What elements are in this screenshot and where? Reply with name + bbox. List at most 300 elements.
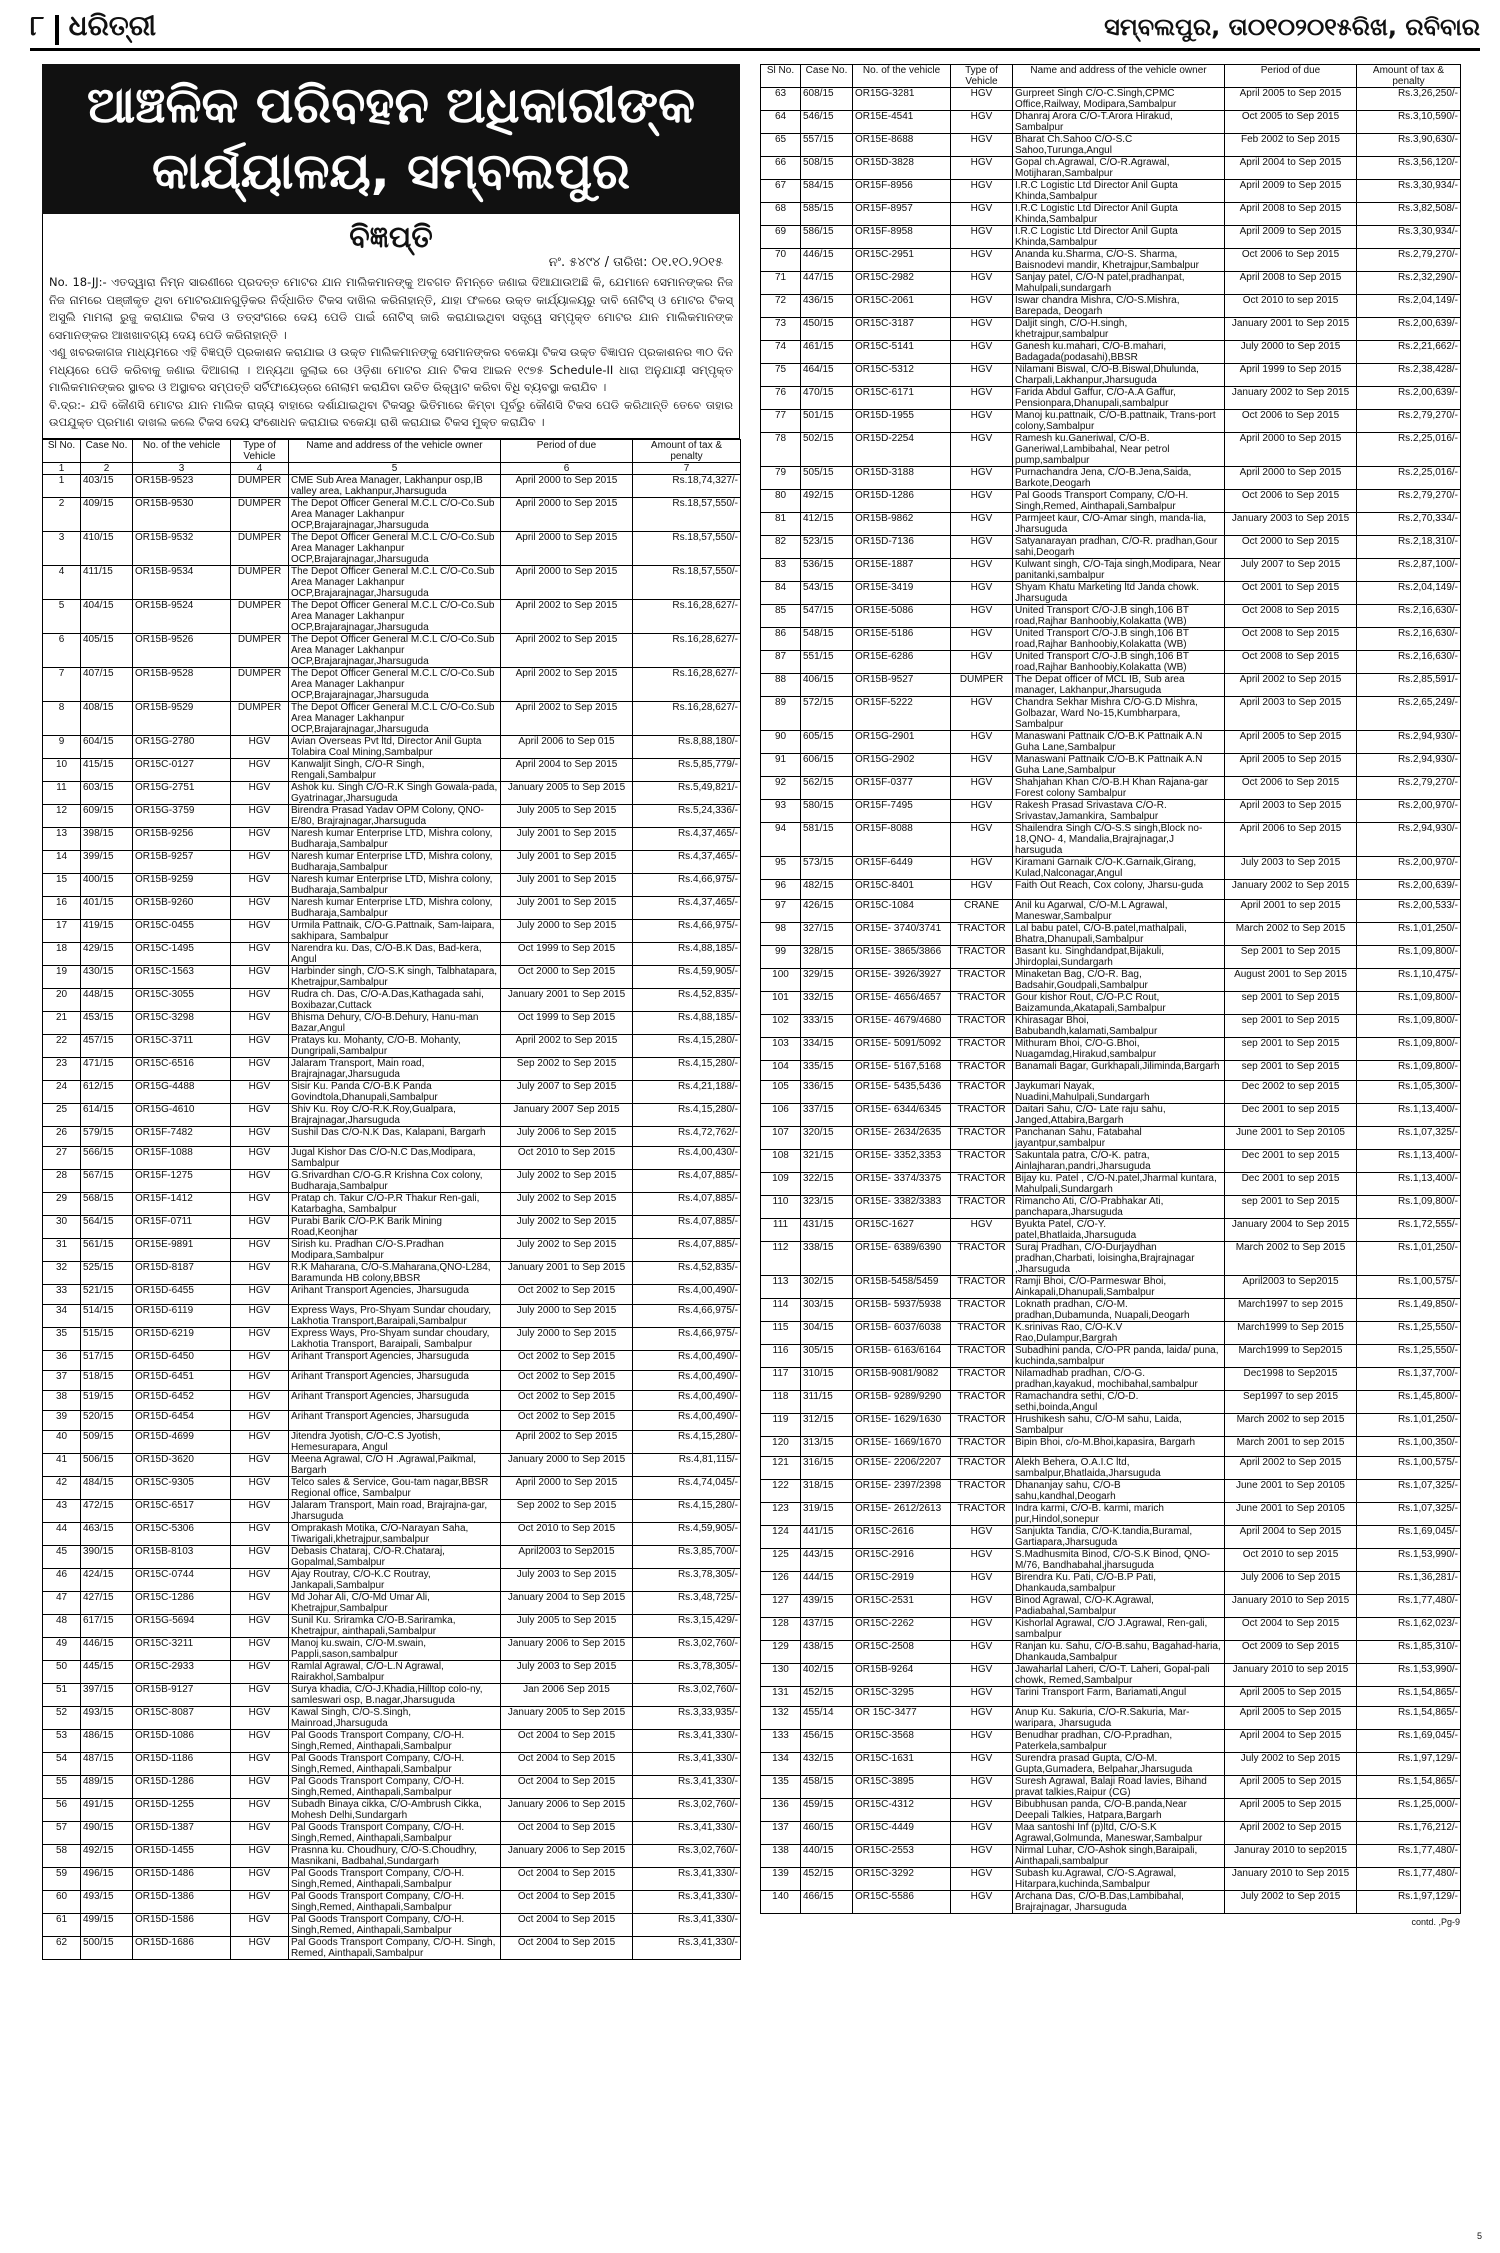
col-header-period: Period of due bbox=[1225, 65, 1357, 88]
cell-case-no: 318/15 bbox=[801, 1480, 853, 1503]
cell-vehicle-type: HGV bbox=[231, 896, 289, 919]
cell-period: July 2001 to Sep 2015 bbox=[501, 873, 633, 896]
table-row bbox=[43, 965, 741, 988]
cell-sl-no: 67 bbox=[761, 180, 801, 203]
cell-period: April 2002 to Sep 2015 bbox=[1225, 1457, 1357, 1480]
cell-case-no: 459/15 bbox=[801, 1799, 853, 1822]
table-row bbox=[43, 1410, 741, 1430]
table-row bbox=[761, 88, 1461, 111]
table-row bbox=[761, 1753, 1461, 1776]
table-row bbox=[43, 1430, 741, 1453]
cell-period: Oct 2010 to Sep 2015 bbox=[501, 1146, 633, 1169]
cell-vehicle-type: HGV bbox=[951, 513, 1013, 536]
cell-amount: Rs.3,02,760/- bbox=[633, 1798, 741, 1821]
cell-period: Oct 2006 to Sep 2015 bbox=[1225, 490, 1357, 513]
cell-amount: Rs.4,07,885/- bbox=[633, 1215, 741, 1238]
cell-amount: Rs.4,88,185/- bbox=[633, 1011, 741, 1034]
table-row bbox=[43, 1867, 741, 1890]
col-header-vehicle: No. of the vehicle bbox=[133, 439, 231, 462]
cell-sl-no: 78 bbox=[761, 433, 801, 467]
cell-vehicle-type: HGV bbox=[951, 1845, 1013, 1868]
cell-amount: Rs.1,01,250/- bbox=[1357, 1242, 1461, 1276]
cell-period: January 2002 to Sep 2015 bbox=[1225, 387, 1357, 410]
cell-vehicle-no: OR15D-6452 bbox=[133, 1390, 231, 1410]
cell-case-no: 401/15 bbox=[81, 896, 133, 919]
cell-vehicle-no: OR15B-9260 bbox=[133, 896, 231, 919]
cell-period: Oct 2002 to Sep 2015 bbox=[501, 1370, 633, 1390]
cell-amount: Rs.1,76,212/- bbox=[1357, 1822, 1461, 1845]
cell-period: January 2005 to Sep 2015 bbox=[501, 781, 633, 804]
cell-case-no: 333/15 bbox=[801, 1015, 853, 1038]
cell-period: Dec 2001 to sep 2015 bbox=[1225, 1104, 1357, 1127]
cell-case-no: 403/15 bbox=[81, 474, 133, 497]
cell-period: April 2002 to Sep 2015 bbox=[501, 667, 633, 701]
left-column bbox=[42, 64, 740, 1960]
cell-period: sep 2001 to Sep 2015 bbox=[1225, 1038, 1357, 1061]
cell-vehicle-type: DUMPER bbox=[231, 667, 289, 701]
cell-case-no: 580/15 bbox=[801, 800, 853, 823]
cell-sl-no: 39 bbox=[43, 1410, 81, 1430]
cell-sl-no: 83 bbox=[761, 559, 801, 582]
table-row bbox=[43, 873, 741, 896]
cell-owner: Jawaharlal Laheri, C/O-T. Laheri, Gopal-pali chowk, Remed,Sambalpur bbox=[1013, 1664, 1225, 1687]
cell-period: April 2005 to Sep 2015 bbox=[1225, 1799, 1357, 1822]
masthead bbox=[30, 6, 1480, 51]
cell-case-no: 444/15 bbox=[801, 1572, 853, 1595]
cell-case-no: 464/15 bbox=[801, 364, 853, 387]
cell-case-no: 606/15 bbox=[801, 754, 853, 777]
cell-amount: Rs.4,66,975/- bbox=[633, 1304, 741, 1327]
cell-case-no: 471/15 bbox=[81, 1057, 133, 1080]
cell-amount: Rs.3,26,250/- bbox=[1357, 88, 1461, 111]
table-row bbox=[761, 387, 1461, 410]
cell-vehicle-type: HGV bbox=[231, 1011, 289, 1034]
col-header-case: Case No. bbox=[801, 65, 853, 88]
cell-period: July 2003 to Sep 2015 bbox=[501, 1660, 633, 1683]
cell-owner: Naresh kumar Enterprise LTD, Mishra colony, Budharaja,Sambalpur bbox=[289, 873, 501, 896]
cell-owner: Hrushikesh sahu, C/O-M sahu, Laida, Sambalpur bbox=[1013, 1414, 1225, 1437]
cell-vehicle-type: HGV bbox=[231, 1370, 289, 1390]
cell-case-no: 329/15 bbox=[801, 969, 853, 992]
cell-vehicle-type: TRACTOR bbox=[951, 992, 1013, 1015]
table-row bbox=[43, 1390, 741, 1410]
cell-sl-no: 32 bbox=[43, 1261, 81, 1284]
col-number: 1 bbox=[43, 462, 81, 474]
cell-vehicle-type: HGV bbox=[951, 754, 1013, 777]
cell-case-no: 321/15 bbox=[801, 1150, 853, 1173]
cell-amount: Rs.4,21,188/- bbox=[633, 1080, 741, 1103]
cell-vehicle-no: OR15C-3187 bbox=[853, 318, 951, 341]
cell-case-no: 323/15 bbox=[801, 1196, 853, 1219]
cell-case-no: 492/15 bbox=[801, 490, 853, 513]
table-row bbox=[761, 1707, 1461, 1730]
cell-case-no: 426/15 bbox=[801, 900, 853, 923]
cell-owner: Sanjukta Tandia, C/O-K.tandia,Buramal, Gartiapara,Jharsuguda bbox=[1013, 1526, 1225, 1549]
table-row bbox=[43, 1890, 741, 1913]
cell-vehicle-type: HGV bbox=[951, 536, 1013, 559]
table-row bbox=[43, 1238, 741, 1261]
col-number: 5 bbox=[289, 462, 501, 474]
cell-amount: Rs.4,66,975/- bbox=[633, 873, 741, 896]
cell-period: Oct 2002 to Sep 2015 bbox=[501, 1284, 633, 1304]
table-row bbox=[761, 969, 1461, 992]
cell-amount: Rs.1,00,575/- bbox=[1357, 1457, 1461, 1480]
table-row bbox=[761, 1150, 1461, 1173]
cell-sl-no: 13 bbox=[43, 827, 81, 850]
table-row bbox=[43, 565, 741, 599]
table-row bbox=[43, 701, 741, 735]
cell-owner: Sirish ku. Pradhan C/O-S.Pradhan Modipara,Sambalpur bbox=[289, 1238, 501, 1261]
cell-vehicle-type: HGV bbox=[951, 295, 1013, 318]
table-row bbox=[43, 804, 741, 827]
cell-vehicle-no: OR15D-1086 bbox=[133, 1729, 231, 1752]
cell-period: April 2004 to Sep 2015 bbox=[1225, 157, 1357, 180]
cell-vehicle-type: HGV bbox=[951, 628, 1013, 651]
cell-vehicle-type: HGV bbox=[951, 1618, 1013, 1641]
cell-sl-no: 28 bbox=[43, 1169, 81, 1192]
cell-amount: Rs.18,57,550/- bbox=[633, 565, 741, 599]
cell-amount: Rs.5,85,779/- bbox=[633, 758, 741, 781]
cell-sl-no: 6 bbox=[43, 633, 81, 667]
cell-owner: Subadhini panda, C/O-PR panda, laida/ puna, kuchinda,sambalpur bbox=[1013, 1345, 1225, 1368]
cell-amount: Rs.18,74,327/- bbox=[633, 474, 741, 497]
cell-sl-no: 92 bbox=[761, 777, 801, 800]
cell-sl-no: 108 bbox=[761, 1150, 801, 1173]
cell-sl-no: 72 bbox=[761, 295, 801, 318]
cell-owner: Kulwant singh, C/O-Taja singh,Modipara, Near panitanki,sambalpur bbox=[1013, 559, 1225, 582]
cell-vehicle-no: OR15C-3711 bbox=[133, 1034, 231, 1057]
cell-sl-no: 139 bbox=[761, 1868, 801, 1891]
cell-amount: Rs.4,00,490/- bbox=[633, 1370, 741, 1390]
cell-sl-no: 29 bbox=[43, 1192, 81, 1215]
cell-period: Oct 2004 to Sep 2015 bbox=[501, 1729, 633, 1752]
cell-amount: Rs.2,16,630/- bbox=[1357, 628, 1461, 651]
cell-case-no: 525/15 bbox=[81, 1261, 133, 1284]
cell-vehicle-type: HGV bbox=[951, 697, 1013, 731]
cell-vehicle-no: OR15F-8957 bbox=[853, 203, 951, 226]
cell-vehicle-no: OR15C-3298 bbox=[133, 1011, 231, 1034]
cell-owner: Jalaram Transport, Main road, Brajrajna-gar, Jharsuguda bbox=[289, 1499, 501, 1522]
cell-amount: Rs.1,62,023/- bbox=[1357, 1618, 1461, 1641]
cell-vehicle-type: HGV bbox=[231, 1775, 289, 1798]
cell-amount: Rs.4,37,465/- bbox=[633, 827, 741, 850]
cell-vehicle-type: HGV bbox=[951, 857, 1013, 880]
cell-owner: Shailendra Singh C/O-S.S singh,Block no-18,QNO- 4, Mandalia,Brajrajnagar,J harsuguda bbox=[1013, 823, 1225, 857]
cell-owner: Sushil Das C/O-N.K Das, Kalapani, Bargarh bbox=[289, 1126, 501, 1146]
cell-sl-no: 45 bbox=[43, 1545, 81, 1568]
page-footer-number: 5 bbox=[1476, 2231, 1482, 2241]
table-row bbox=[43, 781, 741, 804]
cell-vehicle-no: OR15G-2902 bbox=[853, 754, 951, 777]
cell-period: July 2003 to Sep 2015 bbox=[501, 1568, 633, 1591]
cell-vehicle-type: TRACTOR bbox=[951, 1391, 1013, 1414]
cell-amount: Rs.1,13,400/- bbox=[1357, 1150, 1461, 1173]
cell-case-no: 303/15 bbox=[801, 1299, 853, 1322]
cell-case-no: 505/15 bbox=[801, 467, 853, 490]
col-header-period: Period of due bbox=[501, 439, 633, 462]
table-row bbox=[43, 1752, 741, 1775]
table-row bbox=[43, 1913, 741, 1936]
cell-owner: Minaketan Bag, C/O-R. Bag, Badsahir,Goudpali,Sambalpur bbox=[1013, 969, 1225, 992]
cell-sl-no: 101 bbox=[761, 992, 801, 1015]
cell-sl-no: 17 bbox=[43, 919, 81, 942]
cell-period: April 2008 to Sep 2015 bbox=[1225, 203, 1357, 226]
cell-vehicle-type: TRACTOR bbox=[951, 1081, 1013, 1104]
cell-period: Oct 2004 to Sep 2015 bbox=[501, 1752, 633, 1775]
cell-owner: Ajay Routray, C/O-K.C Routray, Jankapali,Sambalpur bbox=[289, 1568, 501, 1591]
cell-amount: Rs.2,04,149/- bbox=[1357, 295, 1461, 318]
cell-sl-no: 124 bbox=[761, 1526, 801, 1549]
cell-owner: Shiv Ku. Roy C/O-R.K.Roy,Gualpara, Brajrajnagar,Jharsuguda bbox=[289, 1103, 501, 1126]
col-header-amount: Amount of tax & penalty bbox=[633, 439, 741, 462]
table-row bbox=[43, 850, 741, 873]
cell-case-no: 334/15 bbox=[801, 1038, 853, 1061]
cell-vehicle-no: OR15D-8187 bbox=[133, 1261, 231, 1284]
cell-vehicle-no: OR15F-0377 bbox=[853, 777, 951, 800]
cell-case-no: 408/15 bbox=[81, 701, 133, 735]
cell-period: March 2001 to sep 2015 bbox=[1225, 1437, 1357, 1457]
cell-amount: Rs.3,41,330/- bbox=[633, 1913, 741, 1936]
cell-vehicle-type: HGV bbox=[231, 1410, 289, 1430]
table-row bbox=[761, 697, 1461, 731]
cell-sl-no: 27 bbox=[43, 1146, 81, 1169]
table-row bbox=[761, 1414, 1461, 1437]
cell-sl-no: 37 bbox=[43, 1370, 81, 1390]
table-row bbox=[761, 754, 1461, 777]
cell-case-no: 518/15 bbox=[81, 1370, 133, 1390]
cell-case-no: 406/15 bbox=[801, 674, 853, 697]
cell-vehicle-no: OR 15C-3477 bbox=[853, 1707, 951, 1730]
cell-vehicle-no: OR15E- 4656/4657 bbox=[853, 992, 951, 1015]
cell-owner: Sakuntala patra, C/O-K. patra, Ainlajharan,pandri,Jharsuguda bbox=[1013, 1150, 1225, 1173]
cell-amount: Rs.3,33,935/- bbox=[633, 1706, 741, 1729]
table-row bbox=[43, 1683, 741, 1706]
cell-vehicle-type: HGV bbox=[951, 467, 1013, 490]
cell-vehicle-type: HGV bbox=[231, 873, 289, 896]
cell-vehicle-no: OR15F-8956 bbox=[853, 180, 951, 203]
cell-vehicle-no: OR15E-4541 bbox=[853, 111, 951, 134]
table-row bbox=[43, 1126, 741, 1146]
table-row bbox=[761, 1664, 1461, 1687]
cell-owner: Debasis Chataraj, C/O-R.Chataraj, Gopalmal,Sambalpur bbox=[289, 1545, 501, 1568]
cell-amount: Rs.2,79,270/- bbox=[1357, 490, 1461, 513]
cell-vehicle-no: OR15C-6517 bbox=[133, 1499, 231, 1522]
cell-vehicle-no: OR15B-9081/9082 bbox=[853, 1368, 951, 1391]
cell-amount: Rs.1,00,575/- bbox=[1357, 1276, 1461, 1299]
table-row bbox=[761, 1641, 1461, 1664]
cell-vehicle-type: TRACTOR bbox=[951, 1345, 1013, 1368]
cell-amount: Rs.4,15,280/- bbox=[633, 1430, 741, 1453]
cell-sl-no: 97 bbox=[761, 900, 801, 923]
cell-amount: Rs.1,49,850/- bbox=[1357, 1299, 1461, 1322]
cell-period: July 2001 to Sep 2015 bbox=[501, 850, 633, 873]
cell-case-no: 546/15 bbox=[801, 111, 853, 134]
col-number: 7 bbox=[633, 462, 741, 474]
cell-sl-no: 14 bbox=[43, 850, 81, 873]
cell-amount: Rs.3,56,120/- bbox=[1357, 157, 1461, 180]
cell-vehicle-no: OR15E- 3865/3866 bbox=[853, 946, 951, 969]
cell-sl-no: 5 bbox=[43, 599, 81, 633]
cell-vehicle-type: HGV bbox=[951, 157, 1013, 180]
cell-sl-no: 84 bbox=[761, 582, 801, 605]
cell-amount: Rs.1,85,310/- bbox=[1357, 1641, 1461, 1664]
cell-period: sep 2001 to Sep 2015 bbox=[1225, 1196, 1357, 1219]
cell-amount: Rs.1,07,325/- bbox=[1357, 1480, 1461, 1503]
masthead-left bbox=[30, 9, 156, 46]
cell-amount: Rs.1,97,129/- bbox=[1357, 1891, 1461, 1914]
cell-amount: Rs.1,45,800/- bbox=[1357, 1391, 1461, 1414]
table-row bbox=[761, 134, 1461, 157]
cell-vehicle-type: HGV bbox=[231, 1867, 289, 1890]
cell-period: July 2002 to Sep 2015 bbox=[501, 1192, 633, 1215]
cell-vehicle-type: HGV bbox=[231, 1057, 289, 1080]
cell-vehicle-type: HGV bbox=[951, 1641, 1013, 1664]
cell-vehicle-no: OR15D-6455 bbox=[133, 1284, 231, 1304]
cell-amount: Rs.2,00,970/- bbox=[1357, 857, 1461, 880]
cell-case-no: 456/15 bbox=[801, 1730, 853, 1753]
cell-sl-no: 123 bbox=[761, 1503, 801, 1526]
cell-amount: Rs.4,88,185/- bbox=[633, 942, 741, 965]
cell-owner: The Depat officer of MCL IB, Sub area manager, Lakhanpur,Jharsuguda bbox=[1013, 674, 1225, 697]
cell-amount: Rs.1,09,800/- bbox=[1357, 1015, 1461, 1038]
cell-vehicle-no: OR15D-1387 bbox=[133, 1821, 231, 1844]
cell-sl-no: 131 bbox=[761, 1687, 801, 1707]
cell-amount: Rs.4,15,280/- bbox=[633, 1034, 741, 1057]
table-row bbox=[43, 1798, 741, 1821]
cell-case-no: 557/15 bbox=[801, 134, 853, 157]
table-row bbox=[761, 1891, 1461, 1914]
table-row bbox=[761, 1822, 1461, 1845]
paper-name: ଧରିତ୍ରୀ bbox=[68, 8, 157, 42]
cell-owner: Pal Goods Transport Company, C/O-H. Singh,Remed, Ainthapali,Sambalpur bbox=[289, 1867, 501, 1890]
cell-sl-no: 113 bbox=[761, 1276, 801, 1299]
cell-amount: Rs.3,41,330/- bbox=[633, 1752, 741, 1775]
cell-vehicle-type: TRACTOR bbox=[951, 1276, 1013, 1299]
cell-case-no: 519/15 bbox=[81, 1390, 133, 1410]
table-row bbox=[761, 651, 1461, 674]
cell-case-no: 547/15 bbox=[801, 605, 853, 628]
table-row bbox=[761, 1457, 1461, 1480]
cell-vehicle-type: DUMPER bbox=[951, 674, 1013, 697]
cell-amount: Rs.1,09,800/- bbox=[1357, 1196, 1461, 1219]
cell-sl-no: 51 bbox=[43, 1683, 81, 1706]
cell-vehicle-no: OR15E- 2612/2613 bbox=[853, 1503, 951, 1526]
cell-amount: Rs.16,28,627/- bbox=[633, 633, 741, 667]
cell-period: Jan 2006 Sep 2015 bbox=[501, 1683, 633, 1706]
table-row bbox=[761, 410, 1461, 433]
page-number: ୮ bbox=[30, 8, 45, 42]
cell-sl-no: 129 bbox=[761, 1641, 801, 1664]
cell-owner: S.Madhusmita Binod, C/O-S.K Binod, QNO-M/76, Bandhabahal,jharsuguda bbox=[1013, 1549, 1225, 1572]
table-row bbox=[43, 1568, 741, 1591]
table-row bbox=[43, 1729, 741, 1752]
cell-case-no: 508/15 bbox=[801, 157, 853, 180]
cell-vehicle-type: HGV bbox=[231, 1798, 289, 1821]
cell-owner: Ashok ku. Singh C/O-R.K Singh Gowala-pada, Gyatrinagar,Jharsuguda bbox=[289, 781, 501, 804]
cell-amount: Rs.2,94,930/- bbox=[1357, 754, 1461, 777]
cell-owner: Ranjan ku. Sahu, C/O-B.sahu, Bagahad-haria, Dhankauda,Sambalpur bbox=[1013, 1641, 1225, 1664]
cell-period: Oct 2006 to Sep 2015 bbox=[1225, 777, 1357, 800]
cell-vehicle-no: OR15F-0711 bbox=[133, 1215, 231, 1238]
cell-period: Sep 2001 to Sep 2015 bbox=[1225, 946, 1357, 969]
cell-period: July 2005 to Sep 2015 bbox=[501, 804, 633, 827]
cell-sl-no: 26 bbox=[43, 1126, 81, 1146]
cell-amount: Rs.16,28,627/- bbox=[633, 599, 741, 633]
cell-vehicle-type: HGV bbox=[951, 559, 1013, 582]
cell-vehicle-no: OR15G-3759 bbox=[133, 804, 231, 827]
cell-owner: Suraj Pradhan, C/O-Durjaydhan pradhan,Charbati, loisingha,Brajrajnagar ,Jharsuguda bbox=[1013, 1242, 1225, 1276]
cell-vehicle-type: HGV bbox=[951, 111, 1013, 134]
cell-amount: Rs.2,94,930/- bbox=[1357, 823, 1461, 857]
cell-vehicle-no: OR15C-4449 bbox=[853, 1822, 951, 1845]
cell-owner: Pal Goods Transport Company, C/O-H. Singh,Remed, Ainthapali,Sambalpur bbox=[289, 1752, 501, 1775]
cell-period: Dec1998 to Sep2015 bbox=[1225, 1368, 1357, 1391]
cell-sl-no: 60 bbox=[43, 1890, 81, 1913]
cell-vehicle-no: OR15F-1275 bbox=[133, 1169, 231, 1192]
cell-period: Oct 2000 to Sep 2015 bbox=[1225, 536, 1357, 559]
cell-sl-no: 55 bbox=[43, 1775, 81, 1798]
cell-case-no: 439/15 bbox=[801, 1595, 853, 1618]
cell-case-no: 430/15 bbox=[81, 965, 133, 988]
cell-vehicle-no: OR15E- 1629/1630 bbox=[853, 1414, 951, 1437]
cell-vehicle-no: OR15F-7482 bbox=[133, 1126, 231, 1146]
table-row bbox=[761, 318, 1461, 341]
table-row bbox=[761, 559, 1461, 582]
cell-amount: Rs.2,70,334/- bbox=[1357, 513, 1461, 536]
cell-vehicle-type: HGV bbox=[231, 804, 289, 827]
cell-case-no: 437/15 bbox=[801, 1618, 853, 1641]
table-row bbox=[43, 1476, 741, 1499]
cell-case-no: 312/15 bbox=[801, 1414, 853, 1437]
cell-amount: Rs.1,77,480/- bbox=[1357, 1845, 1461, 1868]
cell-owner: Basant ku. Singhdandpat,Bijakuli, Jhirdoplai,Sundargarh bbox=[1013, 946, 1225, 969]
cell-vehicle-type: HGV bbox=[231, 1350, 289, 1370]
cell-period: April 2002 to Sep 2015 bbox=[501, 633, 633, 667]
cell-vehicle-type: HGV bbox=[951, 433, 1013, 467]
cell-vehicle-type: HGV bbox=[951, 226, 1013, 249]
cell-period: August 2001 to Sep 2015 bbox=[1225, 969, 1357, 992]
cell-case-no: 581/15 bbox=[801, 823, 853, 857]
cell-period: July 2002 to Sep 2015 bbox=[1225, 1891, 1357, 1914]
table-row bbox=[761, 226, 1461, 249]
cell-vehicle-type: HGV bbox=[951, 1822, 1013, 1845]
cell-vehicle-no: OR15D-1286 bbox=[133, 1775, 231, 1798]
table-row bbox=[761, 1104, 1461, 1127]
cell-case-no: 604/15 bbox=[81, 735, 133, 758]
cell-sl-no: 104 bbox=[761, 1061, 801, 1081]
cell-case-no: 564/15 bbox=[81, 1215, 133, 1238]
masthead-divider bbox=[55, 15, 59, 45]
cell-vehicle-type: TRACTOR bbox=[951, 1414, 1013, 1437]
cell-owner: Pratap ch. Takur C/O-P.R Thakur Ren-gali, Katarbagha, Sambalpur bbox=[289, 1192, 501, 1215]
cell-vehicle-type: HGV bbox=[951, 1572, 1013, 1595]
cell-vehicle-no: OR15B-8103 bbox=[133, 1545, 231, 1568]
cell-amount: Rs.3,30,934/- bbox=[1357, 180, 1461, 203]
cell-vehicle-no: OR15C-2933 bbox=[133, 1660, 231, 1683]
col-header-type: Type of Vehicle bbox=[231, 439, 289, 462]
notice-box bbox=[42, 214, 740, 439]
cell-case-no: 407/15 bbox=[81, 667, 133, 701]
cell-case-no: 450/15 bbox=[801, 318, 853, 341]
cell-period: January 2010 to Sep 2015 bbox=[1225, 1868, 1357, 1891]
cell-vehicle-type: HGV bbox=[951, 249, 1013, 272]
cell-period: January 2003 to Sep 2015 bbox=[1225, 513, 1357, 536]
cell-owner: Panchanan Sahu, Fatabahal jayantpur,sambalpur bbox=[1013, 1127, 1225, 1150]
col-header-sl: Sl No. bbox=[761, 65, 801, 88]
cell-vehicle-no: OR15D-4699 bbox=[133, 1430, 231, 1453]
table-row bbox=[761, 777, 1461, 800]
cell-vehicle-no: OR15G-5694 bbox=[133, 1614, 231, 1637]
